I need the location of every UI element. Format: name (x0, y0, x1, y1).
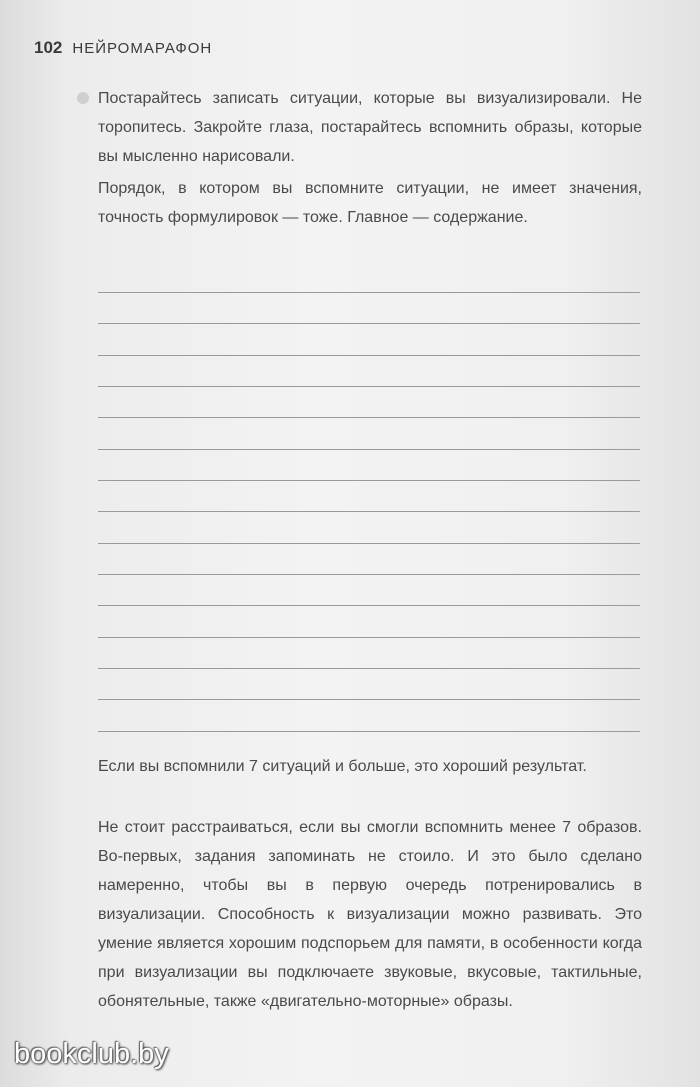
page-header (34, 38, 212, 58)
running-title: НЕЙРОМАРАФОН (72, 40, 213, 57)
paragraph-order-note: Порядок, в котором вы вспомните ситуации, не имеет значения, точность формулировок — тоже. Главное — содержание. (98, 180, 642, 226)
writing-line[interactable] (98, 511, 640, 512)
writing-line[interactable] (98, 699, 640, 700)
writing-line[interactable] (98, 292, 640, 293)
paragraph-instructions: Постарайтесь записать ситуации, которые вы визуализировали. Не торопитесь. Закройте глаза, постарайтесь вспомнить образы, которые вы мысленно нарисовали. (98, 90, 642, 165)
writing-line[interactable] (98, 355, 640, 356)
writing-line[interactable] (98, 605, 640, 606)
writing-line[interactable] (98, 731, 640, 732)
writing-line[interactable] (98, 417, 640, 418)
writing-line[interactable] (98, 637, 640, 638)
writing-line[interactable] (98, 449, 640, 450)
writing-line[interactable] (98, 543, 640, 544)
writing-lines-area[interactable] (98, 262, 640, 732)
writing-line[interactable] (98, 386, 640, 387)
watermark-logo: bookclub.by (14, 1038, 169, 1070)
page-number: 102 (34, 38, 63, 57)
paragraph-result: Если вы вспомнили 7 ситуаций и больше, это хороший результат. (98, 758, 587, 775)
bullet-mark (77, 92, 89, 104)
writing-line[interactable] (98, 668, 640, 669)
paragraph-explanation: Не стоит расстраиваться, если вы смогли вспомнить менее 7 образов. Во-первых, задания запоминать не стоило. И это было сделано намеренно, чтобы вы в первую очередь потренировались в визуализации. Способность к визуализации можно развивать. Это умение является хорошим подспорьем для памяти, в особенности когда при визуализации вы подключаете звуковые, вкусовые, тактильные, обонятельные, также «двигательно-моторные» образы. (98, 819, 642, 1010)
writing-line[interactable] (98, 480, 640, 481)
writing-line[interactable] (98, 574, 640, 575)
writing-line[interactable] (98, 323, 640, 324)
